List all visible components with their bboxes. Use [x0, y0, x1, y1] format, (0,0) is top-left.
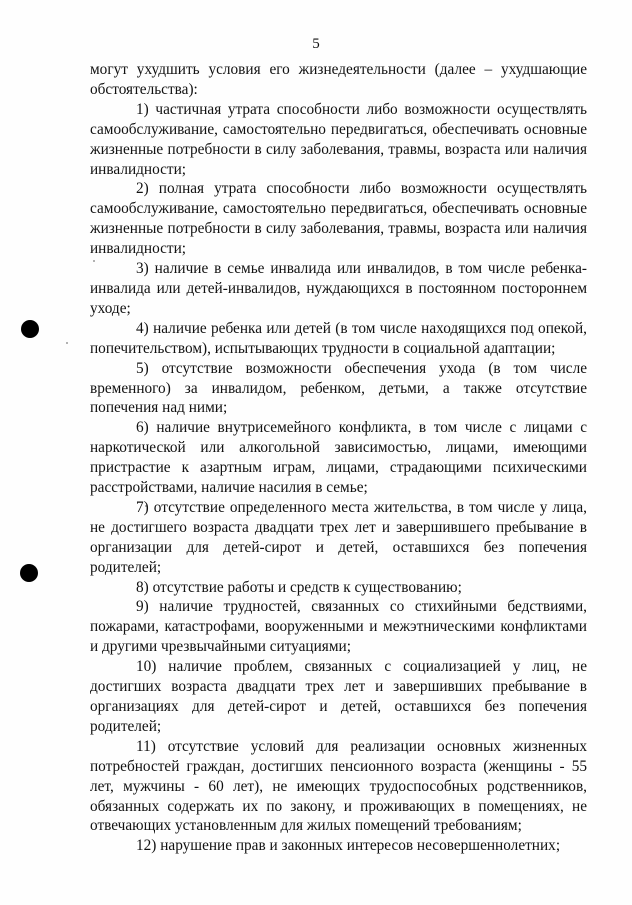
list-item-1: 1) частичная утрата способности либо возможности осуществлять самообслуживание, самостоятельно передвигаться, обеспечивать основные жизненные потребности в силу заболевания, травмы, возраста или наличия инвалидности;	[90, 100, 587, 178]
document-body	[90, 60, 587, 856]
list-item-3: 3) наличие в семье инвалида или инвалидов, в том числе ребенка-инвалида или детей-инвалидов, нуждающихся в постоянном постороннем уходе;	[90, 260, 587, 317]
list-item-7: 7) отсутствие определенного места жительства, в том числе у лица, не достигшего возраста двадцати трех лет и завершившего пребывание в организации для детей-сирот и детей, оставшихся без попечения родителей;	[90, 498, 587, 576]
list-item-10: 10) наличие проблем, связанных с социализацией у лиц, не достигших возраста двадцати трех лет и завершивших пребывание в организациях для детей-сирот и детей, оставшихся без попечения родителей;	[90, 658, 587, 735]
scan-speck	[66, 342, 68, 344]
list-item-12: 12) нарушение прав и законных интересов несовершеннолетних;	[136, 837, 561, 855]
list-item-4: 4) наличие ребенка или детей (в том числе находящихся под опекой, попечительством), испытывающих трудности в социальной адаптации;	[90, 319, 587, 357]
paragraph-intro: могут ухудшить условия его жизнедеятельности (далее – ухудшающие обстоятельства):	[90, 61, 587, 98]
page-number: 5	[312, 36, 320, 52]
list-item-8: 8) отсутствие работы и средств к существованию;	[136, 578, 462, 596]
list-item-5: 5) отсутствие возможности обеспечения ухода (в том числе временного) за инвалидом, ребенком, детьми, а также отсутствие попечения над ними;	[90, 359, 587, 417]
list-item-6: 6) наличие внутрисемейного конфликта, в том числе с лицами с наркотической или алкогольной зависимостью, лицами, имеющими пристрастие к азартным играм, лицами, страдающими психическими расстройствами, наличие насилия в семье;	[90, 419, 587, 497]
punch-hole	[21, 320, 39, 338]
punch-hole	[20, 564, 38, 582]
list-item-9: 9) наличие трудностей, связанных со стихийными бедствиями, пожарами, катастрофами, вооруженными и межэтническими конфликтами и другими чрезвычайными ситуациями;	[90, 598, 587, 656]
list-item-11: 11) отсутствие условий для реализации основных жизненных потребностей граждан, достигших пенсионного возраста (женщины - 55 лет, мужчины - 60 лет), не имеющих трудоспособных родственников, обязанных содержать их по закону, и проживающих в помещениях, не отвечающих установленным для жилых помещений требованиям;	[90, 737, 587, 835]
list-item-2: 2) полная утрата способности либо возможности осуществлять самообслуживание, самостоятельно передвигаться, обеспечивать основные жизненные потребности в силу заболевания, травмы, возраста или наличия инвалидности;	[90, 180, 587, 258]
